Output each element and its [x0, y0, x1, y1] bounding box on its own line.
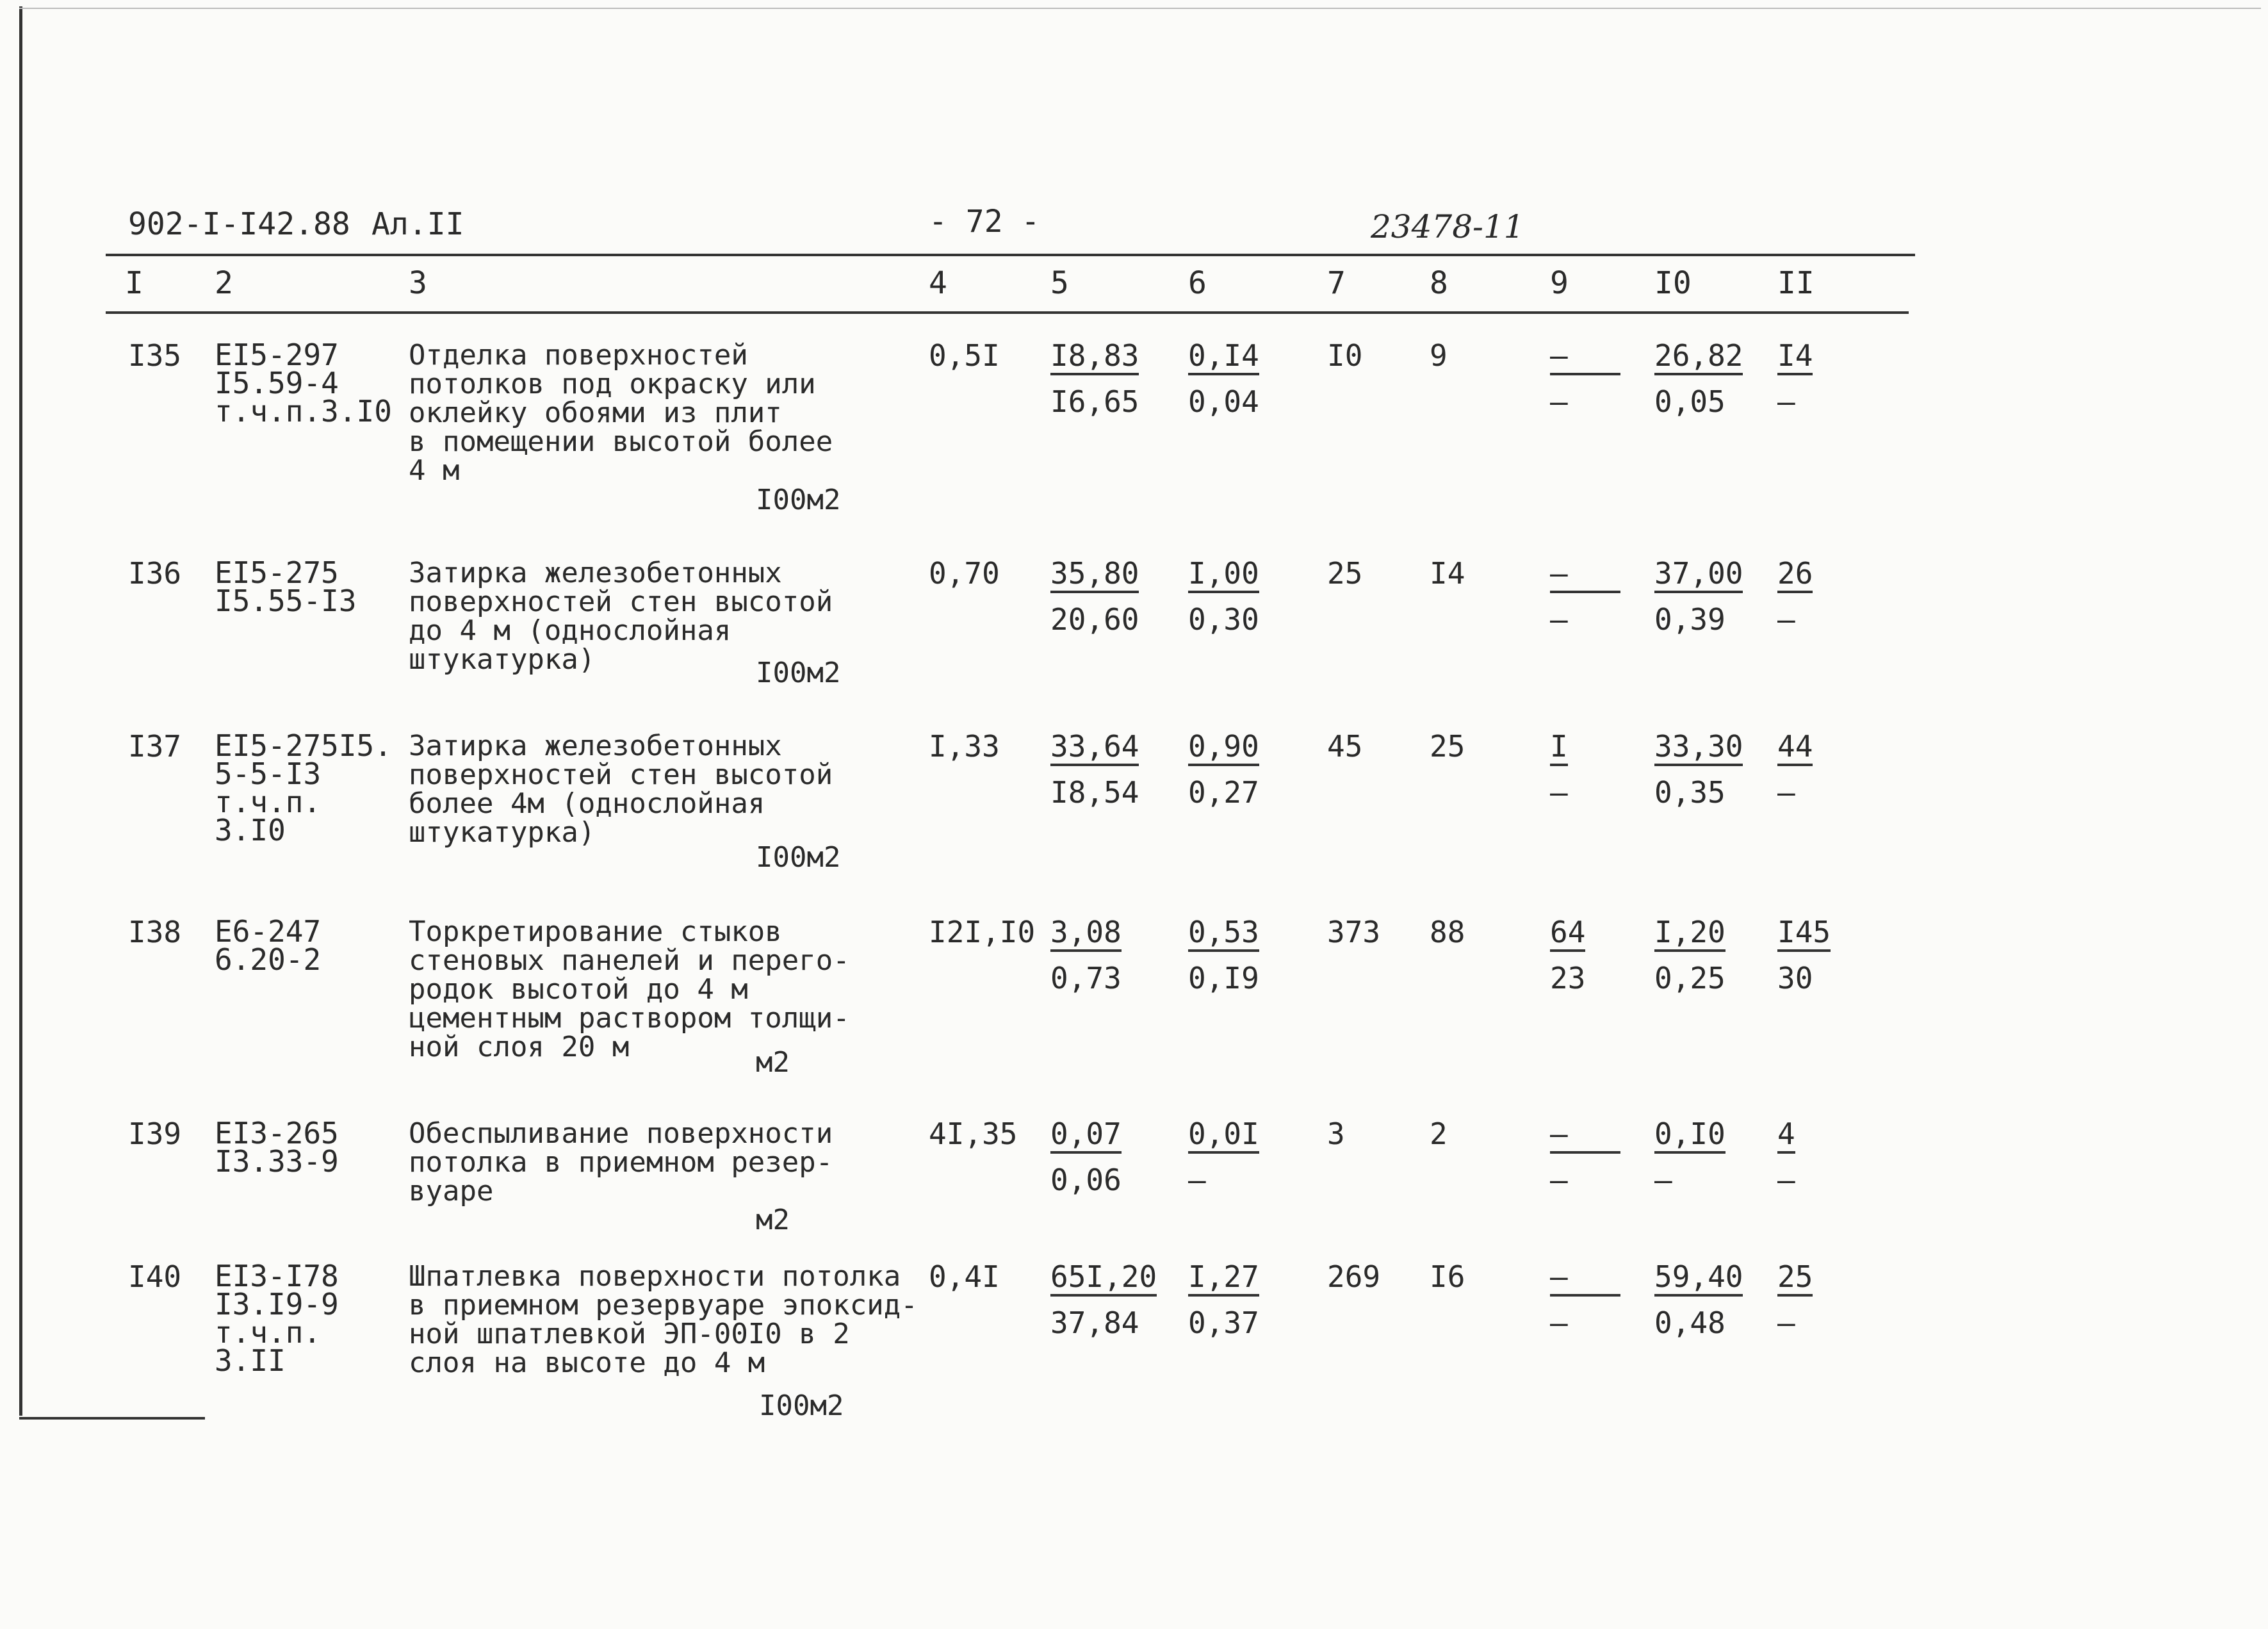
col-9-value — [1550, 1259, 1620, 1340]
quantity: 0,70 — [929, 556, 1000, 591]
rate-cipher-line: I3.I9-9 — [215, 1287, 339, 1322]
col-11-value — [1777, 338, 1813, 419]
unit-cost-numerator: 33,64 — [1050, 732, 1139, 766]
machine-cost-denominator: 0,30 — [1188, 602, 1259, 637]
unit-cost-numerator: 3,08 — [1050, 917, 1122, 952]
col-9-value-numerator: – — [1550, 1262, 1620, 1297]
col-9-value — [1550, 729, 1568, 810]
col-11-value-numerator: 25 — [1777, 1262, 1813, 1297]
col-10-value-denominator: 0,05 — [1654, 384, 1725, 419]
col-7-value: 25 — [1327, 556, 1363, 591]
col-7-value: 3 — [1327, 1117, 1345, 1151]
col-10-value-denominator: – — [1654, 1163, 1672, 1197]
col-11-value — [1777, 1259, 1813, 1340]
unit-cost — [1050, 1259, 1157, 1340]
work-description-line: Затирка железобетонных — [409, 557, 782, 589]
work-description-line: стеновых панелей и перего- — [409, 944, 850, 977]
work-description — [409, 341, 833, 485]
unit-cost-denominator: 37,84 — [1050, 1306, 1139, 1340]
col-11-value-numerator: 26 — [1777, 559, 1813, 593]
row-number: I35 — [128, 338, 182, 373]
work-description-line: слоя на высоте до 4 м — [409, 1347, 765, 1379]
machine-cost-numerator: 0,0I — [1188, 1119, 1259, 1154]
col-9-value-numerator: I — [1550, 732, 1568, 766]
column-header-4: 4 — [929, 265, 947, 301]
work-description-line: вуаре — [409, 1175, 494, 1207]
col-9-value-denominator: – — [1550, 1306, 1568, 1340]
col-10-value-numerator: 37,00 — [1654, 559, 1743, 593]
doc-code: 902-I-I42.88 — [128, 206, 350, 242]
quantity: I2I,I0 — [929, 915, 1036, 949]
rate-cipher-line: E6-247 — [215, 914, 322, 949]
work-description-line: поверхностей стен высотой — [409, 585, 833, 618]
col-11-value — [1777, 1119, 1795, 1195]
col-10-value-numerator: 33,30 — [1654, 732, 1743, 766]
machine-cost — [1188, 338, 1259, 419]
col-7-value: 45 — [1327, 729, 1363, 764]
col-7-value: 269 — [1327, 1259, 1381, 1294]
col-11-value-denominator: – — [1777, 1306, 1795, 1340]
rate-cipher — [215, 1259, 339, 1378]
rate-cipher — [215, 1116, 339, 1179]
header-top-rule — [106, 254, 1915, 256]
col-8-value: 9 — [1430, 338, 1448, 373]
inventory-number: 23478-11 — [1371, 208, 1524, 245]
quantity: I,33 — [929, 729, 1000, 764]
col-9-value-denominator: 23 — [1550, 961, 1586, 995]
rate-cipher-line: 3.II — [215, 1343, 286, 1378]
rate-cipher-line: EI5-275I5. — [215, 728, 392, 763]
work-description-line: потолков под окраску или — [409, 368, 816, 400]
unit-cost-denominator: 20,60 — [1050, 602, 1139, 637]
col-9-value — [1550, 556, 1620, 637]
work-description-line: Отделка поверхностей — [409, 339, 748, 372]
col-9-value-denominator: – — [1550, 384, 1568, 419]
col-10-value-denominator: 0,25 — [1654, 961, 1725, 995]
machine-cost-denominator: 0,37 — [1188, 1306, 1259, 1340]
rate-cipher-line: EI5-275 — [215, 555, 339, 590]
work-description-line: штукатурка) — [409, 643, 596, 676]
measure-unit: м2 — [756, 1046, 790, 1079]
col-9-value-numerator: 64 — [1550, 917, 1585, 952]
rate-cipher-line: I3.33-9 — [215, 1144, 339, 1179]
work-description-line: ной слоя 20 м — [409, 1031, 630, 1063]
col-8-value: 88 — [1430, 915, 1465, 949]
col-11-value-denominator: 30 — [1777, 961, 1813, 995]
rate-cipher — [215, 728, 392, 847]
col-9-value — [1550, 338, 1620, 419]
rate-cipher-line: EI5-297 — [215, 338, 339, 372]
unit-cost-numerator: I8,83 — [1050, 341, 1139, 375]
column-header-6: 6 — [1188, 265, 1207, 301]
work-description-line: штукатурка) — [409, 816, 596, 849]
machine-cost-numerator: I,27 — [1188, 1262, 1259, 1297]
quantity: 4I,35 — [929, 1117, 1018, 1151]
col-10-value — [1654, 556, 1743, 637]
machine-cost-denominator: 0,I9 — [1188, 961, 1259, 995]
header-bottom-rule — [106, 311, 1909, 314]
col-9-value-denominator: – — [1550, 775, 1568, 810]
col-11-value-denominator: – — [1777, 602, 1795, 637]
work-description-line: родок высотой до 4 м — [409, 973, 748, 1006]
work-description — [409, 732, 833, 847]
machine-cost-numerator: 0,I4 — [1188, 341, 1259, 375]
col-10-value-numerator: 59,40 — [1654, 1262, 1743, 1297]
col-11-value-denominator: – — [1777, 1163, 1795, 1197]
rate-cipher — [215, 555, 357, 618]
quantity: 0,5I — [929, 338, 1000, 373]
machine-cost — [1188, 917, 1259, 993]
rate-cipher-line: I5.59-4 — [215, 366, 339, 400]
column-header-8: 8 — [1430, 265, 1448, 301]
col-11-value — [1777, 917, 1831, 993]
unit-cost-numerator: 35,80 — [1050, 559, 1139, 593]
machine-cost-numerator: I,00 — [1188, 559, 1259, 593]
unit-cost — [1050, 729, 1139, 810]
col-10-value-numerator: 26,82 — [1654, 341, 1743, 375]
column-header-9: 9 — [1550, 265, 1569, 301]
col-9-value-numerator: – — [1550, 341, 1620, 375]
unit-cost-denominator: 0,06 — [1050, 1163, 1122, 1197]
col-10-value-numerator: 0,I0 — [1654, 1119, 1725, 1154]
col-11-value — [1777, 556, 1813, 637]
col-11-value-numerator: I45 — [1777, 917, 1831, 952]
unit-cost-denominator: I6,65 — [1050, 384, 1139, 419]
machine-cost-denominator: 0,27 — [1188, 775, 1259, 810]
unit-cost-denominator: 0,73 — [1050, 961, 1122, 995]
column-header-11: II — [1777, 265, 1815, 301]
machine-cost — [1188, 1259, 1259, 1340]
unit-cost — [1050, 556, 1139, 637]
rate-cipher-line: 6.20-2 — [215, 942, 322, 977]
col-9-value-numerator: – — [1550, 1119, 1620, 1154]
rate-cipher-line: т.ч.п.3.I0 — [215, 394, 392, 429]
work-description-line: 4 м — [409, 454, 460, 487]
work-description-line: потолка в приемном резер- — [409, 1146, 833, 1179]
col-10-value — [1654, 1259, 1743, 1340]
col-9-value — [1550, 1119, 1620, 1195]
unit-cost — [1050, 338, 1139, 419]
col-11-value-numerator: 44 — [1777, 732, 1813, 766]
measure-unit: I00м2 — [756, 841, 841, 874]
unit-cost — [1050, 1119, 1122, 1195]
col-10-value-denominator: 0,48 — [1654, 1306, 1725, 1340]
work-description-line: поверхностей стен высотой — [409, 758, 833, 791]
col-10-value — [1654, 917, 1725, 993]
col-8-value: 25 — [1430, 729, 1465, 764]
col-9-value-denominator: – — [1550, 602, 1568, 637]
machine-cost-numerator: 0,90 — [1188, 732, 1259, 766]
col-10-value — [1654, 338, 1743, 419]
col-10-value-denominator: 0,35 — [1654, 775, 1725, 810]
machine-cost — [1188, 729, 1259, 810]
machine-cost-numerator: 0,53 — [1188, 917, 1259, 952]
col-11-value-denominator: – — [1777, 384, 1795, 419]
top-edge-line — [19, 8, 2261, 9]
col-8-value: 2 — [1430, 1117, 1448, 1151]
col-9-value-denominator: – — [1550, 1163, 1568, 1197]
work-description-line: Обеспыливание поверхности — [409, 1117, 833, 1150]
unit-cost-numerator: 0,07 — [1050, 1119, 1122, 1154]
work-description-line: в приемном резервуаре эпоксид- — [409, 1289, 918, 1322]
bottom-edge-line — [19, 1417, 205, 1420]
work-description-line: Шпатлевка поверхности потолка — [409, 1260, 901, 1293]
unit-cost-denominator: I8,54 — [1050, 775, 1139, 810]
rate-cipher-line: т.ч.п. — [215, 785, 322, 819]
work-description-line: ной шпатлевкой ЭП-00I0 в 2 — [409, 1318, 850, 1350]
page-number: - 72 - — [929, 204, 1040, 240]
work-description — [409, 1262, 918, 1377]
machine-cost — [1188, 556, 1259, 637]
row-number: I36 — [128, 556, 182, 591]
column-header-10: I0 — [1654, 265, 1692, 301]
col-10-value-numerator: I,20 — [1654, 917, 1725, 952]
col-7-value: 373 — [1327, 915, 1381, 949]
unit-cost — [1050, 917, 1122, 993]
row-number: I40 — [128, 1259, 182, 1294]
column-header-1: I — [125, 265, 143, 301]
col-11-value-numerator: I4 — [1777, 341, 1813, 375]
machine-cost-denominator: – — [1188, 1163, 1206, 1197]
row-number: I39 — [128, 1117, 182, 1151]
work-description-line: оклейку обоями из плит — [409, 397, 782, 429]
col-10-value — [1654, 1119, 1725, 1195]
measure-unit: м2 — [756, 1204, 790, 1236]
col-7-value: I0 — [1327, 338, 1363, 373]
column-header-3: 3 — [409, 265, 427, 301]
rate-cipher-line: 5-5-I3 — [215, 757, 322, 791]
rate-cipher — [215, 914, 322, 977]
work-description-line: Торкретирование стыков — [409, 915, 782, 948]
rate-cipher-line: т.ч.п. — [215, 1315, 322, 1350]
work-description — [409, 1119, 833, 1206]
col-8-value: I4 — [1430, 556, 1465, 591]
measure-unit: I00м2 — [756, 657, 841, 689]
machine-cost-denominator: 0,04 — [1188, 384, 1259, 419]
quantity: 0,4I — [929, 1259, 1000, 1294]
col-10-value — [1654, 729, 1743, 810]
work-description-line: до 4 м (однослойная — [409, 614, 731, 647]
col-11-value — [1777, 729, 1813, 810]
rate-cipher-line: EI3-265 — [215, 1116, 339, 1150]
work-description-line: в помещении высотой более — [409, 425, 833, 458]
measure-unit: I00м2 — [759, 1389, 844, 1422]
col-11-value-numerator: 4 — [1777, 1119, 1795, 1154]
column-header-7: 7 — [1327, 265, 1346, 301]
row-number: I38 — [128, 915, 182, 949]
column-header-2: 2 — [215, 265, 233, 301]
col-9-value — [1550, 917, 1585, 993]
sheet-label: Ал.II — [371, 206, 464, 242]
work-description-line: цементным раствором толщи- — [409, 1002, 850, 1035]
work-description — [409, 917, 850, 1061]
col-11-value-denominator: – — [1777, 775, 1795, 810]
measure-unit: I00м2 — [756, 484, 841, 516]
rate-cipher-line: 3.I0 — [215, 813, 286, 847]
col-8-value: I6 — [1430, 1259, 1465, 1294]
rate-cipher — [215, 338, 392, 429]
column-header-5: 5 — [1050, 265, 1069, 301]
work-description-line: Затирка железобетонных — [409, 730, 782, 762]
unit-cost-numerator: 65I,20 — [1050, 1262, 1157, 1297]
col-9-value-numerator: – — [1550, 559, 1620, 593]
rate-cipher-line: I5.55-I3 — [215, 584, 357, 618]
rate-cipher-line: EI3-I78 — [215, 1259, 339, 1293]
machine-cost — [1188, 1119, 1259, 1195]
row-number: I37 — [128, 729, 182, 764]
work-description-line: более 4м (однослойная — [409, 787, 765, 820]
left-margin-line — [19, 6, 22, 1416]
col-10-value-denominator: 0,39 — [1654, 602, 1725, 637]
